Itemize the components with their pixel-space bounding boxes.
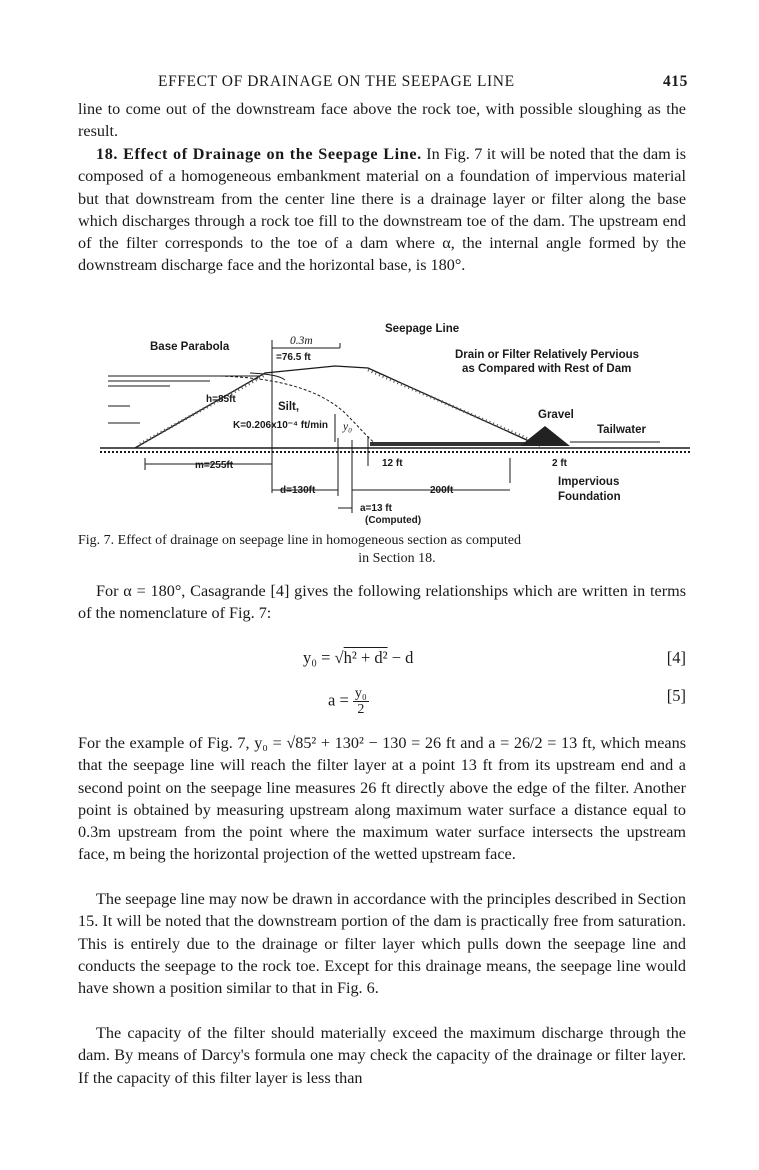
label-03m: 0.3m [290, 335, 313, 347]
dam-outline [135, 366, 540, 448]
label-gravel: Gravel [538, 409, 574, 421]
caption-line-2: in Section 18. [358, 551, 436, 566]
paragraph-seepage-drawn: The seepage line may now be drawn in accordance with the principles described in Section 15. It will be noted that the downstream portion of the dam is practically free from saturation. This is entirely due to the drainage or filter layer which pulls down the seepage line and conducts the seepage to the rock toe. Except for this drainage means, the seepage line would have shown a position similar to that in Fig. 6. [78, 890, 686, 998]
label-impervious-1: Impervious [558, 476, 620, 488]
label-computed: (Computed) [365, 515, 422, 526]
section-18-paragraph [78, 143, 686, 277]
filter-layer [370, 442, 538, 446]
label-h: h=85ft [206, 394, 236, 405]
label-d130: d=130ft [280, 485, 316, 496]
page-number: 415 [662, 73, 688, 90]
label-m: m=255ft [195, 460, 234, 471]
equation-5-number: [5] [666, 686, 686, 705]
label-drain-1: Drain or Filter Relatively Pervious [455, 349, 640, 361]
paragraph-example: For the example of Fig. 7, y₀ = √85² + 130² − 130 = 26 ft and a = 26/2 = 13 ft, which means that the seepage line will reach the filter layer at a point 13 ft from its upstream end and a second point on the seepage line measures 26 ft directly above the edge of the filter. Another point is obtained by measuring upstream along maximum water surface a distance equal to 0.3m upstream from the point where the maximum water surface intersects the upstream face, m being the horizontal projection of the wetted upstream face. [78, 734, 686, 864]
label-impervious-2: Foundation [558, 491, 621, 503]
label-a13: a=13 ft [360, 503, 392, 514]
label-765ft: =76.5 ft [276, 352, 311, 363]
rock-toe-gravel [520, 426, 570, 446]
equation-4-body: y₀ = √h² + d² − d [303, 648, 414, 667]
paragraph-continuation: line to come out of the downstream face above the rock toe, with possible sloughing as the result. [78, 100, 686, 141]
section-heading: 18. Effect of Drainage on the Seepage Line. [96, 145, 422, 163]
running-header [78, 73, 688, 97]
label-drain-2: as Compared with Rest of Dam [462, 363, 632, 375]
running-title: EFFECT OF DRAINAGE ON THE SEEPAGE LINE [158, 73, 515, 90]
paragraph-filter-capacity: The capacity of the filter should materially exceed the maximum discharge through the dam. By means of Darcy's formula one may check the capacity of the drainage or filter layer. If the capacity of this filter layer is less than [78, 1024, 686, 1087]
label-12ft: 12 ft [382, 458, 403, 469]
label-silt: Silt, [278, 401, 300, 413]
label-k: K=0.206x10⁻⁴ ft/min [233, 420, 328, 431]
label-2ft: 2 ft [552, 458, 567, 469]
label-200ft: 200ft [430, 485, 454, 496]
reservoir-water [108, 376, 260, 423]
paragraph-casagrande: For α = 180°, Casagrande [4] gives the following relationships which are written in terms of the nomenclature of Fig. 7: [78, 582, 686, 623]
label-seepage-line: Seepage Line [385, 323, 460, 335]
figure-7-dam-section [100, 318, 700, 528]
equation-4-number: [4] [666, 648, 686, 667]
equation-4 [78, 642, 686, 678]
section-text: In Fig. 7 it will be noted that the dam is composed of a homogeneous embankment material on a foundation of impervious material but that downstream from the center line there is a drainage layer or filter along the base which discharges through a rock toe fill to the downstream toe of the dam. The upstream end of the filter corresponds to the toe of a dam where α, the internal angle formed by the downstream discharge face and the horizontal base, is 180°. [78, 145, 687, 275]
label-tailwater: Tailwater [597, 424, 646, 436]
caption-line-1: Fig. 7. Effect of drainage on seepage line in homogeneous section as computed [78, 533, 521, 548]
label-base-parabola: Base Parabola [150, 341, 230, 353]
equation-5 [78, 680, 686, 716]
equation-5-body: a = $\frac{\text{y₀}}{2}$ [328, 686, 367, 717]
label-y0: y₀ [343, 421, 353, 433]
equation-5-fraction: $\frac{\text{y₀}}{2}$ [354, 686, 367, 717]
dam-diagram [100, 318, 700, 528]
figure-caption [78, 532, 686, 568]
